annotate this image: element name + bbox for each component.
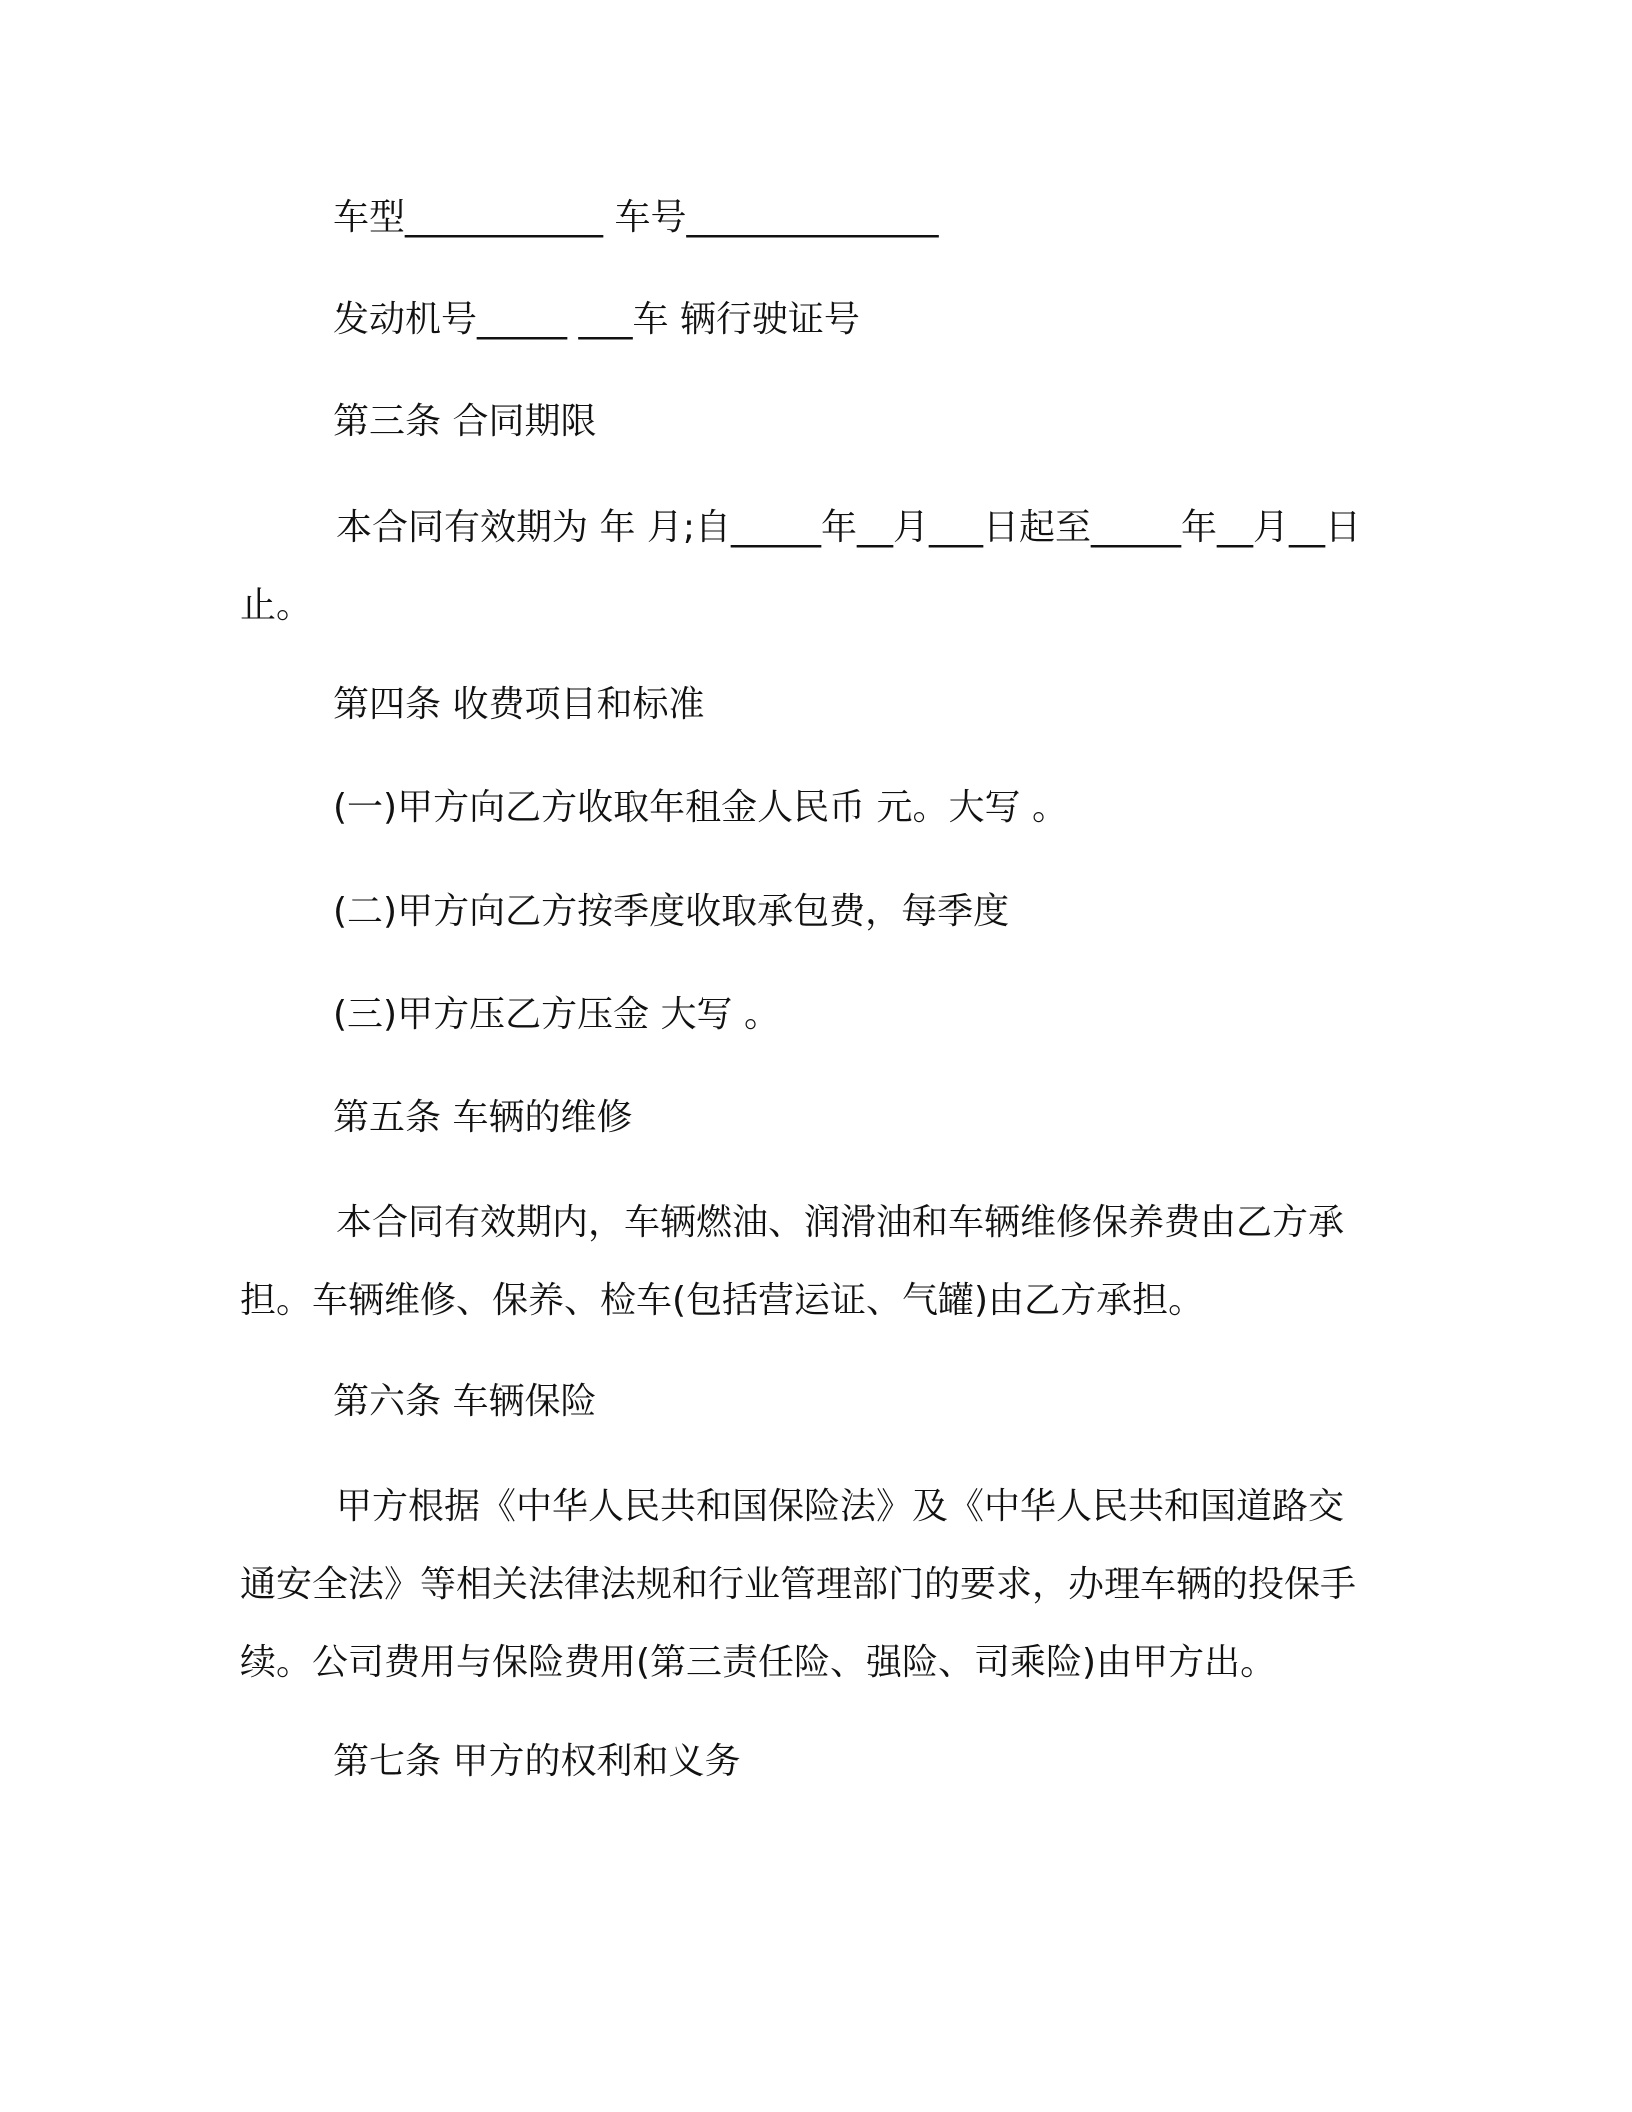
insurance-paragraph: 甲方根据《中华人民共和国保险法》及《中华人民共和国道路交通安全法》等相关法律法规和行业管理部门的要求，办理车辆的投保手续。公司费用与保险费用(第三责任险、强险、司乘险)由甲方出。 (240, 1486, 1357, 1683)
engine-number-line: 发动机号_____ ___车 辆行驶证号 (333, 299, 860, 340)
vehicle-model-line: 车型___________ 车号______________ (333, 197, 939, 238)
article-7-heading: 第七条 甲方的权利和义务 (333, 1741, 741, 1782)
fee-item-2: (二)甲方向乙方按季度收取承包费，每季度 (333, 891, 1010, 932)
article-6-heading: 第六条 车辆保险 (333, 1381, 597, 1422)
article-3-heading: 第三条 合同期限 (333, 401, 597, 442)
maintenance-paragraph: 本合同有效期内，车辆燃油、润滑油和车辆维修保养费由乙方承担。车辆维修、保养、检车(包括营运证、气罐)由乙方承担。 (240, 1202, 1345, 1321)
fee-item-3: (三)甲方压乙方压金 大写 。 (333, 994, 780, 1035)
article-5-heading: 第五条 车辆的维修 (333, 1097, 633, 1138)
contract-term-paragraph: 本合同有效期为 年 月;自_____年__月___日起至_____年__月__日止。 (240, 507, 1362, 626)
article-4-heading: 第四条 收费项目和标准 (333, 684, 705, 725)
fee-item-1: (一)甲方向乙方收取年租金人民币 元。大写 。 (333, 787, 1068, 828)
